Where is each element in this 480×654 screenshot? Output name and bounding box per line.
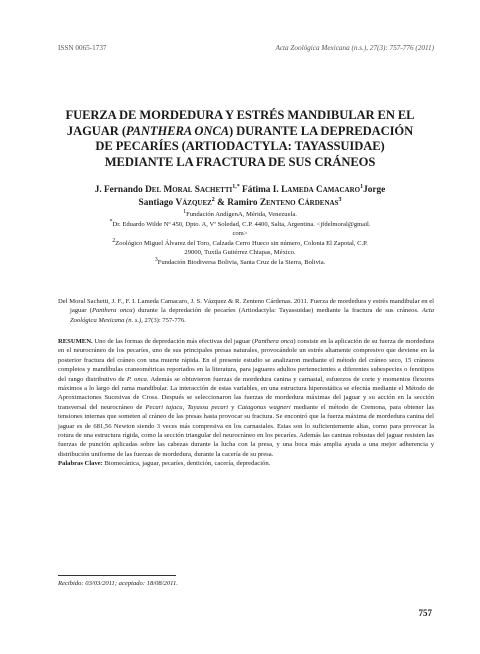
abstract-text: y bbox=[228, 403, 238, 411]
affiliation-mark: 3 bbox=[154, 256, 158, 263]
keywords-text: Biomecánica, jaguar, pecaríes, dentición, cacería, depredación. bbox=[102, 460, 271, 468]
abstract-label: RESUMEN. bbox=[58, 338, 93, 345]
affiliation-2-cont: 29000, Tuxtla Gutiérrez Chiapas, México. bbox=[184, 249, 296, 257]
how-to-cite bbox=[58, 297, 434, 325]
journal-citation: Acta Zoológica Mexicana (n.s.), 27(3): 757-776 (2011) bbox=[275, 44, 434, 52]
title-species: PANTHERA ONCA bbox=[125, 123, 230, 138]
abstract-species: Tayassu pecari bbox=[187, 403, 229, 411]
author-separator: & bbox=[214, 197, 228, 208]
abstract-species: Catagonus wagneri bbox=[237, 403, 291, 411]
author-line-2 bbox=[36, 197, 444, 210]
abstract-species: P. onca bbox=[126, 375, 147, 383]
citation-text: ) durante la depredación de pecaríes (Artiodactyla: Tayassuidae) mediante la fractura de sus cráneos. bbox=[132, 307, 422, 315]
affiliations bbox=[52, 210, 428, 268]
title-line-4: MEDIANTE LA FRACTURA DE SUS CRÁNEOS bbox=[104, 154, 376, 169]
affiliation-text: Fundación Biodiversa Bolivia, Santa Cruz de la Sierra, Bolivia. bbox=[157, 258, 326, 266]
affiliation-email-end: com> bbox=[232, 230, 248, 238]
abstract bbox=[58, 337, 434, 469]
issn: ISSN 0065-1737 bbox=[58, 44, 107, 52]
affiliation-1 bbox=[52, 210, 428, 220]
author-family-name: Zenteno Cárdenas bbox=[259, 197, 339, 208]
affiliation-mark: * bbox=[109, 218, 113, 225]
affiliation-text: Zoológico Miguel Álvarez del Toro, Calzada Cerro Hueco sin número, Colonia El Zapotal, C.P. bbox=[115, 239, 368, 247]
abstract-text: mediante el método de Cremona, para obtener las tensiones internas que someten al cráneo de las presas hasta provocar su fractura. Se encontró que la fuerza máxima de mordedura canina del jaguar es de 681,56 Newton siendo 3 veces más compresiva en los carnasiales. Estas son lo suficientemente altas, como para provocar la rotura de una estructura rígida, como la sección triangular del neurocráneo en los pecaríes. Además las caninas robustas del jaguar resisten las fuerzas de punción aplicadas sobre las cabezas durante la lucha con la presa, y una boca más amplia ayuda a una mejor adherencia y distribución uniforme de las fuerzas de mordedura, durante la cacería de su presa. bbox=[58, 403, 435, 458]
title-text: ) DURANTE LA DEPREDACIÓN bbox=[229, 123, 414, 138]
citation-species: Panthera onca bbox=[91, 307, 133, 315]
abstract-text: , bbox=[182, 403, 188, 411]
author-given-name: Ramiro bbox=[227, 197, 260, 208]
author-line-1 bbox=[36, 184, 444, 197]
citation-text: , 27(3): 757-776. bbox=[141, 316, 186, 324]
received-dates: Recibido: 03/03/2011; aceptado: 18/08/2011. bbox=[58, 580, 178, 587]
keywords bbox=[58, 459, 434, 468]
citation-journal: Acta Zoológica Mexicana (n. s.) bbox=[70, 307, 435, 324]
title-line-1: FUERZA DE MORDEDURA Y ESTRÉS MANDIBULAR EN EL bbox=[65, 108, 415, 122]
article-title bbox=[52, 108, 428, 170]
author-given-name: Jorge bbox=[363, 185, 386, 195]
author-family-name: Lameda Camacaro bbox=[281, 185, 361, 195]
author-given-name: Fátima I. bbox=[239, 185, 282, 195]
abstract-body bbox=[58, 337, 434, 459]
affiliation-mark: 1 bbox=[183, 208, 187, 215]
author-given-name: Santiago bbox=[138, 197, 176, 208]
author-family-name: Del Moral Sachetti bbox=[145, 185, 233, 195]
title-line-2 bbox=[52, 124, 428, 140]
affiliation-text: Dr. Eduardo Wilde Nº 450, Dpto. A, Vª Soledad, C.P. 4400, Salta, Argentina. <jfdelmoral@gmail. bbox=[112, 220, 371, 228]
author-list bbox=[36, 184, 444, 209]
abstract-text: . Además se obtuvieron fuerzas de mordedura canina y carnasial, esfuerzos de corte y momentos flexores máximos a lo largo del rama mandibular. La interacción de estas variables, en una estructura hiperestática se efectúa mediante el Método de Aproximaciones Sucesivas de Cross. Después se seleccionaron las fuerzas de mordedura máximas del jaguar y su acción en la sección transversal del neurocráneo de bbox=[58, 375, 435, 411]
title-line-3: DE PECARÍES (ARTIODACTYLA: TAYASSUIDAE) bbox=[95, 139, 385, 154]
affiliation-mark: 2 bbox=[112, 237, 116, 244]
affiliation-corresponding bbox=[52, 220, 428, 230]
keywords-label: Palabras Clave: bbox=[58, 460, 103, 468]
abstract-species: Panthera onca bbox=[254, 338, 294, 345]
page-number: 757 bbox=[418, 608, 432, 618]
author-given-name: J. Fernando bbox=[94, 185, 146, 195]
footnote-divider bbox=[58, 575, 176, 576]
title-text: JAGUAR ( bbox=[66, 123, 126, 138]
affiliation-text: Fundación AndígenA, Mérida, Venezuela. bbox=[186, 211, 297, 218]
affiliation-3 bbox=[52, 258, 428, 268]
author-affiliation-mark: 1,* bbox=[232, 183, 240, 190]
abstract-text: Uno de las formas de depredación más efectivas del jaguar ( bbox=[92, 338, 255, 345]
affiliation-2 bbox=[52, 239, 428, 249]
author-affiliation-mark: 1 bbox=[360, 183, 364, 190]
abstract-species: Pecari tajacu bbox=[145, 403, 183, 411]
author-affiliation-mark: 2 bbox=[211, 196, 215, 203]
author-affiliation-mark: 3 bbox=[338, 196, 342, 203]
citation-text: Del Moral Sachetti, J. F., F. I. Lameda Camacaro, J. S. Vázquez & R. Zenteno Cárdenas. 2011. Fuerza de mordedura y estrés mandibular en el jaguar ( bbox=[58, 298, 434, 315]
author-family-name: Vázquez bbox=[175, 197, 212, 208]
abstract-text: ) consiste en la aplicación de su fuerza de mordedura en el neurocráneo de los pecaríes, uno de sus principales presas naturales, provocándole un estrés altamente compresivo que deviene en la posterior fractura del cráneo con una muerte rápida. En el presente estudio se analizaron mediante el método del cráneo seco, 15 cráneos completos y mandíbulas craneométricas reportados en la literatura, para jaguares adultos pertenecientes a diferentes subespecies o fenotipos del rango distributivo de bbox=[58, 338, 434, 383]
